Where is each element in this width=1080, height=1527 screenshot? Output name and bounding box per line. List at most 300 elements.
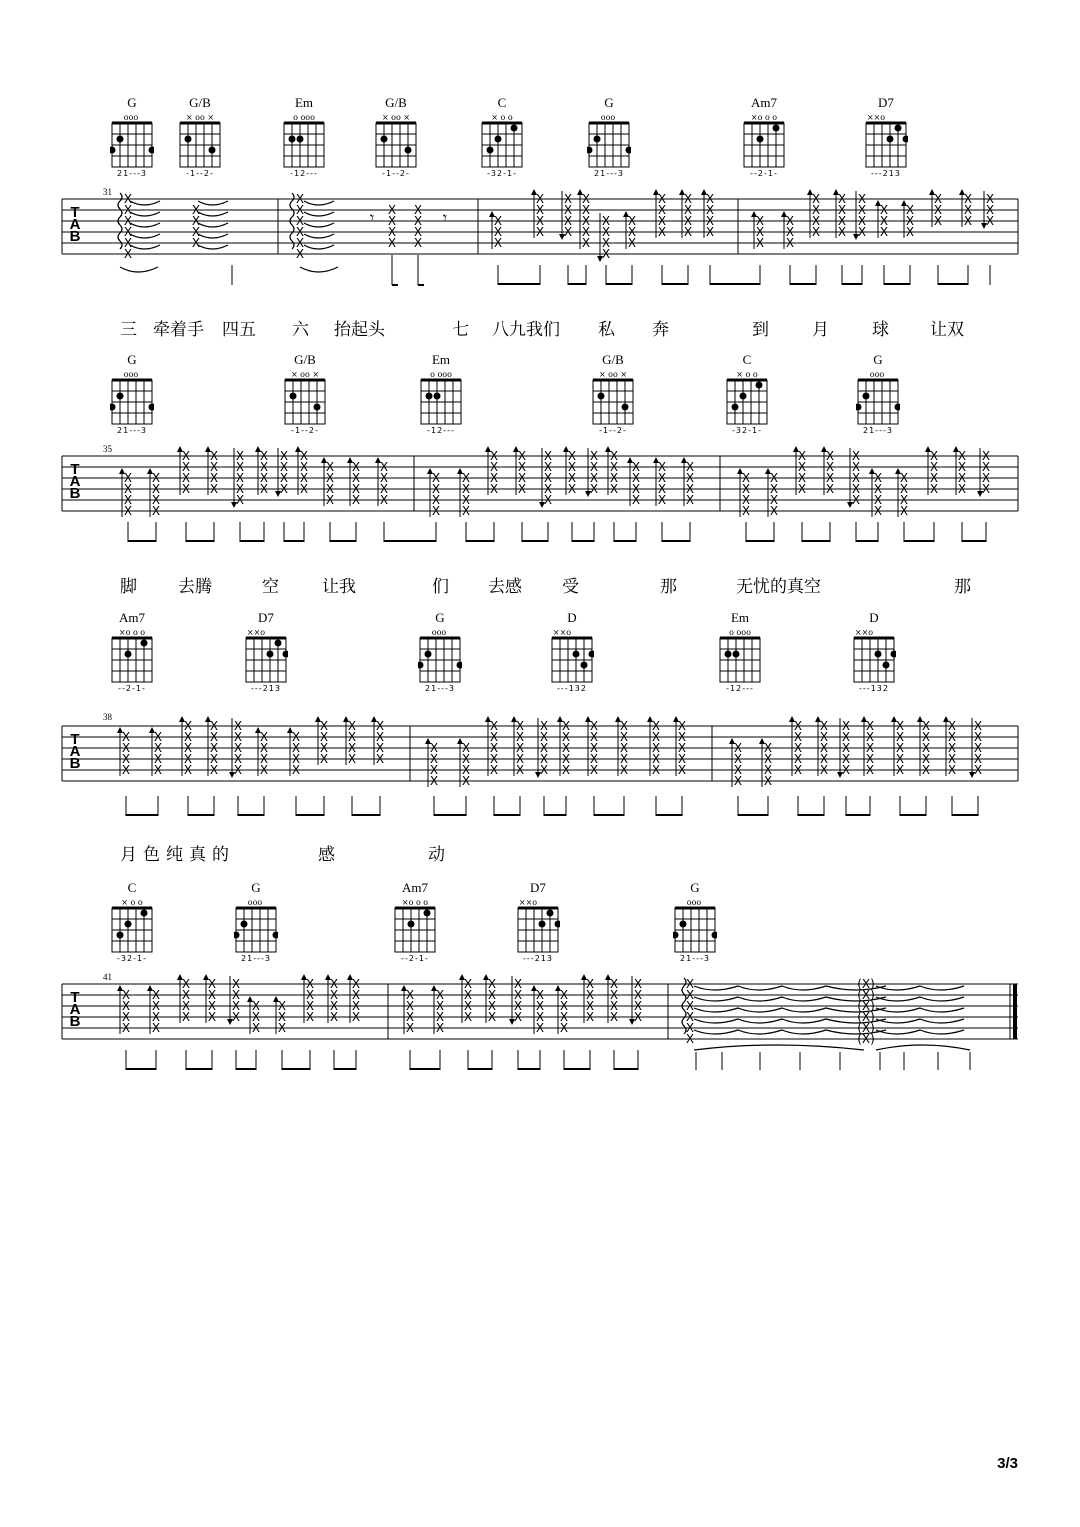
strum-note: X	[513, 977, 523, 991]
svg-text:X: X	[387, 225, 397, 239]
strum-note: X	[209, 460, 219, 474]
strum-note: X	[153, 752, 163, 766]
strum-note: X	[259, 752, 269, 766]
strum-note: X	[705, 225, 715, 239]
strum-note: X	[305, 1010, 315, 1024]
tab-letter-a: A	[69, 1001, 81, 1018]
strum-note: X	[489, 730, 499, 744]
strum-note: X	[153, 730, 163, 744]
svg-text:××o: ××o	[866, 113, 886, 122]
strum-note: X	[435, 999, 445, 1013]
strum-note: X	[535, 999, 545, 1013]
strum-note: X	[539, 730, 549, 744]
strum-note: X	[405, 1010, 415, 1024]
svg-text:ooo: ooo	[431, 628, 447, 637]
strum-note: X	[375, 741, 385, 755]
strum-note: X	[517, 449, 527, 463]
strum-note: X	[973, 763, 983, 777]
svg-text:××o: ××o	[246, 628, 266, 637]
strum-note: X	[319, 752, 329, 766]
chord-name: Em	[730, 610, 750, 625]
strum-note: X	[677, 752, 687, 766]
strum-note: X	[841, 763, 851, 777]
strum-note: X	[601, 247, 611, 261]
strum-note: X	[763, 763, 773, 777]
strum-note: X	[319, 741, 329, 755]
strum-note: X	[561, 719, 571, 733]
tab-staff	[0, 352, 1080, 562]
strum-note: X	[517, 471, 527, 485]
strum-note: X	[683, 203, 693, 217]
strum-note: X	[677, 719, 687, 733]
strum-note: X	[985, 203, 995, 217]
strum-note: X	[797, 460, 807, 474]
strum-note: X	[431, 471, 441, 485]
strum-note: X	[279, 449, 289, 463]
strum-note: X	[581, 203, 591, 217]
strum-note: X	[733, 741, 743, 755]
chord-name: G	[873, 352, 883, 367]
strum-note: X	[685, 471, 695, 485]
lyric: 让双	[930, 320, 964, 340]
strum-note: X	[589, 730, 599, 744]
strum-note: X	[851, 482, 861, 496]
svg-text:X: X	[123, 203, 133, 217]
strum-note: X	[429, 774, 439, 788]
strum-note: X	[231, 988, 241, 1002]
strum-note: X	[905, 225, 915, 239]
chord-name: G/B	[385, 95, 407, 110]
strum-note: X	[585, 988, 595, 1002]
strum-note: X	[769, 482, 779, 496]
strum-note: X	[291, 752, 301, 766]
strum-note: X	[207, 988, 217, 1002]
strum-note: X	[879, 203, 889, 217]
strum-note: X	[589, 719, 599, 733]
svg-text:(X): (X)	[857, 988, 875, 1002]
chord-name: G	[127, 95, 137, 110]
strum-note: X	[325, 493, 335, 507]
chord-fingering: -12---	[290, 169, 318, 178]
strum-note: X	[489, 752, 499, 766]
strum-note: X	[347, 752, 357, 766]
chord-fingering: 21---3	[117, 426, 147, 435]
strum-pattern	[117, 716, 982, 816]
svg-text:X: X	[413, 214, 423, 228]
chord-name: C	[497, 95, 507, 110]
strum-note: X	[633, 988, 643, 1002]
strum-note: X	[609, 988, 619, 1002]
svg-text:X: X	[387, 203, 397, 217]
strum-note: X	[609, 1010, 619, 1024]
chord-name: D	[869, 610, 879, 625]
strum-note: X	[589, 471, 599, 485]
strum-note: X	[233, 763, 243, 777]
lyric: 月	[812, 320, 829, 340]
tab-letter-b: B	[69, 1013, 81, 1030]
strum-note: X	[633, 977, 643, 991]
svg-text:X: X	[413, 203, 423, 217]
strum-note: X	[733, 774, 743, 788]
measure-number: 31	[103, 187, 112, 197]
strum-note: X	[259, 471, 269, 485]
strum-note: X	[535, 1021, 545, 1035]
strum-note: X	[905, 214, 915, 228]
lyric: 到	[752, 320, 769, 340]
chord-name: Am7	[119, 610, 145, 625]
strum-note: X	[251, 999, 261, 1013]
strum-note: X	[121, 741, 131, 755]
strum-note: X	[235, 471, 245, 485]
strum-note: X	[873, 504, 883, 518]
strum-note: X	[657, 471, 667, 485]
strum-note: X	[685, 482, 695, 496]
strum-note: X	[733, 763, 743, 777]
strum-note: X	[489, 471, 499, 485]
strum-note: X	[685, 493, 695, 507]
strum-note: X	[405, 988, 415, 1002]
svg-text:X: X	[191, 214, 201, 228]
strum-note: X	[305, 999, 315, 1013]
svg-text:X: X	[295, 225, 305, 239]
strum-note: X	[589, 449, 599, 463]
tab-letter-b: B	[69, 755, 81, 772]
strum-note: X	[181, 999, 191, 1013]
strum-note: X	[609, 460, 619, 474]
strum-note: X	[657, 214, 667, 228]
chord-fingering: 21---3	[680, 954, 710, 963]
svg-text:× o o: × o o	[491, 113, 513, 122]
strum-note: X	[259, 460, 269, 474]
strum-note: X	[351, 977, 361, 991]
strum-note: X	[329, 999, 339, 1013]
lyric: 感	[318, 845, 335, 865]
strum-note: X	[461, 482, 471, 496]
strum-note: X	[609, 449, 619, 463]
strum-note: X	[947, 763, 957, 777]
strum-note: X	[559, 1010, 569, 1024]
tab-letter-b: B	[69, 228, 81, 245]
strum-note: X	[123, 482, 133, 496]
strum-note: X	[921, 730, 931, 744]
lyric-line	[0, 840, 1080, 866]
strum-note: X	[487, 1010, 497, 1024]
strum-note: X	[207, 999, 217, 1013]
strum-note: X	[375, 730, 385, 744]
chord-name: G	[690, 880, 700, 895]
svg-text:ooo: ooo	[123, 370, 139, 379]
strum-note: X	[513, 1010, 523, 1024]
strum-note: X	[619, 763, 629, 777]
chord-name: G/B	[189, 95, 211, 110]
strum-note: X	[627, 236, 637, 250]
strum-note: X	[153, 763, 163, 777]
strum-note: X	[619, 719, 629, 733]
strum-note: X	[929, 471, 939, 485]
chord-fingering: ---132	[859, 684, 889, 693]
strum-note: X	[685, 460, 695, 474]
strum-note: X	[151, 1010, 161, 1024]
strum-note: X	[677, 763, 687, 777]
strum-note: X	[793, 719, 803, 733]
strum-note: X	[405, 1021, 415, 1035]
strum-note: X	[183, 730, 193, 744]
strum-note: X	[235, 493, 245, 507]
chord-name: D7	[530, 880, 546, 895]
strum-note: X	[329, 988, 339, 1002]
strum-note: X	[785, 214, 795, 228]
svg-text:(X): (X)	[857, 977, 875, 991]
strum-note: X	[627, 214, 637, 228]
strum-note: X	[865, 719, 875, 733]
strum-note: X	[811, 225, 821, 239]
strum-note: X	[851, 449, 861, 463]
svg-text:X: X	[191, 225, 201, 239]
svg-text:×o o o: ×o o o	[750, 113, 778, 122]
strum-note: X	[463, 988, 473, 1002]
tab-letter-a: A	[69, 216, 81, 233]
strum-note: X	[181, 460, 191, 474]
chord-fingering: -32-1-	[487, 169, 517, 178]
strum-note: X	[841, 719, 851, 733]
strum-note: X	[899, 482, 909, 496]
strum-note: X	[797, 449, 807, 463]
strum-note: X	[515, 752, 525, 766]
strum-note: X	[601, 214, 611, 228]
lyric: 去感	[488, 577, 522, 597]
strum-note: X	[581, 192, 591, 206]
strum-note: X	[957, 460, 967, 474]
strum-note: X	[741, 504, 751, 518]
strum-note: X	[797, 482, 807, 496]
strum-note: X	[347, 741, 357, 755]
strum-note: X	[619, 741, 629, 755]
svg-text:𝄾: 𝄾	[369, 208, 375, 227]
svg-text:X: X	[685, 1010, 695, 1024]
strum-note: X	[873, 493, 883, 507]
svg-text:X: X	[295, 214, 305, 228]
lyric: 三	[120, 320, 137, 340]
strum-note: X	[121, 1010, 131, 1024]
lyric: 牵着手	[153, 320, 204, 340]
strum-note: X	[535, 225, 545, 239]
svg-text:X: X	[387, 236, 397, 250]
strum-note: X	[819, 752, 829, 766]
strum-note: X	[151, 1021, 161, 1035]
svg-text:X: X	[685, 1032, 695, 1046]
strum-note: X	[973, 752, 983, 766]
strum-note: X	[651, 763, 661, 777]
strum-note: X	[563, 225, 573, 239]
strum-note: X	[561, 730, 571, 744]
lyric: 七	[452, 320, 469, 340]
strum-note: X	[351, 460, 361, 474]
strum-note: X	[797, 471, 807, 485]
strum-note: X	[209, 719, 219, 733]
lyric: 那	[954, 577, 971, 597]
strum-note: X	[539, 763, 549, 777]
strum-note: X	[763, 752, 773, 766]
strum-note: X	[233, 719, 243, 733]
svg-text:(X): (X)	[857, 999, 875, 1013]
strum-note: X	[233, 730, 243, 744]
strum-note: X	[489, 719, 499, 733]
svg-text:X: X	[295, 192, 305, 206]
chord-name: G	[604, 95, 614, 110]
strum-note: X	[405, 999, 415, 1013]
strum-note: X	[429, 763, 439, 777]
svg-text:×o o o: ×o o o	[118, 628, 146, 637]
strum-note: X	[279, 460, 289, 474]
strum-note: X	[151, 988, 161, 1002]
svg-text:X: X	[295, 247, 305, 261]
strum-note: X	[657, 203, 667, 217]
chord-fingering: 21---3	[241, 954, 271, 963]
strum-note: X	[379, 482, 389, 496]
strum-note: X	[151, 493, 161, 507]
strum-note: X	[585, 1010, 595, 1024]
strum-note: X	[559, 999, 569, 1013]
strum-note: X	[151, 471, 161, 485]
strum-note: X	[567, 482, 577, 496]
strum-note: X	[589, 460, 599, 474]
strum-note: X	[231, 977, 241, 991]
strum-note: X	[899, 504, 909, 518]
chord-fingering: --2-1-	[401, 954, 429, 963]
strum-note: X	[461, 493, 471, 507]
strum-note: X	[231, 1010, 241, 1024]
strum-note: X	[819, 741, 829, 755]
strum-note: X	[429, 741, 439, 755]
strum-note: X	[325, 471, 335, 485]
svg-text:X: X	[295, 203, 305, 217]
chord-name: Em	[294, 95, 314, 110]
chord-fingering: -12---	[427, 426, 455, 435]
strum-note: X	[947, 719, 957, 733]
strum-note: X	[837, 225, 847, 239]
strum-note: X	[431, 504, 441, 518]
strum-note: X	[631, 460, 641, 474]
chord-fingering: -32-1-	[117, 954, 147, 963]
lyric: 动	[428, 845, 445, 865]
chord-fingering: ---132	[557, 684, 587, 693]
strum-note: X	[981, 460, 991, 474]
svg-text:(X): (X)	[857, 1010, 875, 1024]
strum-note: X	[543, 471, 553, 485]
strum-note: X	[259, 449, 269, 463]
strum-note: X	[123, 471, 133, 485]
chord-fingering: -1--2-	[291, 426, 319, 435]
strum-note: X	[601, 225, 611, 239]
svg-text:X: X	[387, 214, 397, 228]
svg-text:××o: ××o	[552, 628, 572, 637]
strum-note: X	[705, 214, 715, 228]
svg-text:o ooo: o ooo	[729, 628, 751, 637]
strum-note: X	[539, 719, 549, 733]
strum-note: X	[657, 482, 667, 496]
lyric: 八九我们	[492, 320, 560, 340]
tab-letter-t: T	[70, 989, 80, 1006]
strum-note: X	[461, 763, 471, 777]
strum-note: X	[291, 741, 301, 755]
chord-name: Am7	[751, 95, 777, 110]
strum-note: X	[431, 493, 441, 507]
strum-note: X	[865, 730, 875, 744]
strum-note: X	[375, 719, 385, 733]
strum-note: X	[123, 504, 133, 518]
strum-note: X	[277, 999, 287, 1013]
strum-note: X	[819, 719, 829, 733]
chord-name: D	[567, 610, 577, 625]
svg-text:X: X	[123, 247, 133, 261]
strum-note: X	[825, 482, 835, 496]
system-1	[0, 95, 1080, 345]
strum-note: X	[183, 741, 193, 755]
strum-note: X	[879, 225, 889, 239]
strum-note: X	[351, 1010, 361, 1024]
strum-note: X	[837, 214, 847, 228]
svg-text:ooo: ooo	[600, 113, 616, 122]
strum-note: X	[487, 988, 497, 1002]
svg-text:× oo ×: × oo ×	[381, 113, 411, 122]
strum-note: X	[291, 730, 301, 744]
strum-note: X	[841, 752, 851, 766]
strum-note: X	[535, 988, 545, 1002]
strum-note: X	[435, 988, 445, 1002]
strum-note: X	[535, 203, 545, 217]
strum-note: X	[973, 730, 983, 744]
strum-note: X	[535, 192, 545, 206]
lyric: 抬起头	[334, 320, 385, 340]
strum-note: X	[305, 977, 315, 991]
chord-fingering: -1--2-	[599, 426, 627, 435]
strum-note: X	[957, 449, 967, 463]
svg-text:ooo: ooo	[869, 370, 885, 379]
lyric: 那	[660, 577, 677, 597]
strum-note: X	[517, 460, 527, 474]
tab-staff	[0, 95, 1080, 305]
strum-note: X	[461, 504, 471, 518]
strum-note: X	[683, 214, 693, 228]
strum-note: X	[619, 752, 629, 766]
strum-note: X	[151, 482, 161, 496]
strum-note: X	[121, 988, 131, 1002]
strum-pattern	[117, 974, 642, 1070]
strum-note: X	[677, 741, 687, 755]
strum-note: X	[631, 471, 641, 485]
strum-note: X	[561, 741, 571, 755]
strum-note: X	[657, 192, 667, 206]
strum-note: X	[543, 482, 553, 496]
strum-note: X	[513, 999, 523, 1013]
strum-note: X	[929, 460, 939, 474]
strum-note: X	[493, 214, 503, 228]
svg-text:ooo: ooo	[123, 113, 139, 122]
lyric: 空	[262, 577, 279, 597]
lyric: 去腾	[178, 577, 212, 597]
strum-note: X	[351, 493, 361, 507]
strum-note: X	[879, 214, 889, 228]
svg-text:X: X	[685, 1021, 695, 1035]
strum-note: X	[705, 192, 715, 206]
strum-note: X	[435, 1021, 445, 1035]
svg-text:X: X	[123, 225, 133, 239]
strum-note: X	[589, 763, 599, 777]
svg-text:o ooo: o ooo	[430, 370, 452, 379]
strum-note: X	[963, 214, 973, 228]
strum-note: X	[209, 752, 219, 766]
strum-note: X	[957, 482, 967, 496]
